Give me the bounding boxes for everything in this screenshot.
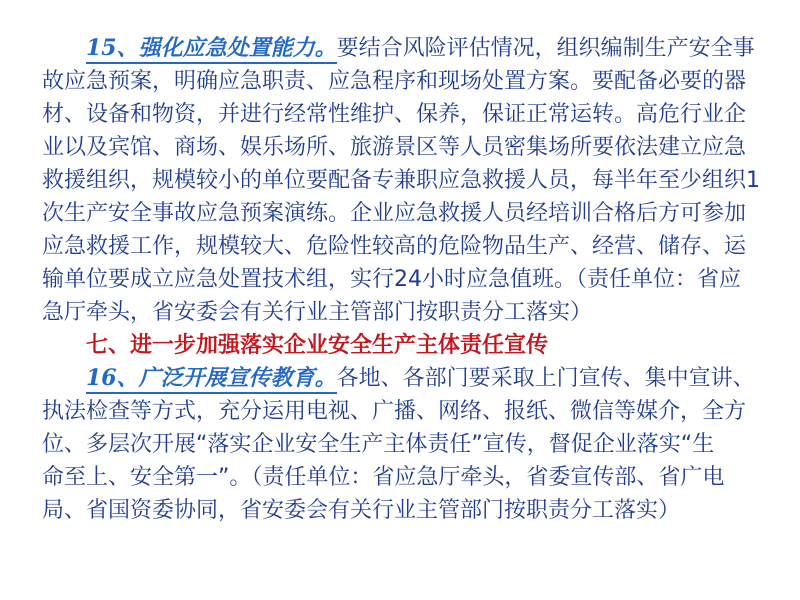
- item-16-first-line: [42, 362, 764, 395]
- item-15-text-line: 故应急预案，明确应急职责、应急程序和现场处置方案。要配备必要的器: [42, 69, 747, 94]
- item-15-text-line: 救援组织，规模较小的单位要配备专兼职应急救援人员，每半年至少组织1: [42, 168, 760, 193]
- item-15-first-line: [42, 32, 764, 65]
- item-15-text-line: 应急救援工作，规模较大、危险性较高的危险物品生产、经营、储存、运: [42, 234, 747, 259]
- item-15-text-line: 输单位要成立应急处置技术组，实行24小时应急值班。（责任单位：省应: [42, 267, 741, 292]
- item-15-text-line: 材、设备和物资，并进行经常性维护、保养，保证正常运转。高危行业企: [42, 102, 747, 127]
- item-16-lead-title: 16、广泛开展宣传教育。: [86, 365, 337, 394]
- item-15-text-line: 急厅牵头，省安委会有关行业主管部门按职责分工落实）: [42, 300, 593, 325]
- document-body: [42, 32, 764, 527]
- section-7-heading: 七、进一步加强落实企业安全生产主体责任宣传: [86, 333, 549, 358]
- item-15-text-line: 要结合风险评估情况，组织编制生产安全事: [336, 36, 755, 61]
- item-15-lead-title: 15、强化应急处置能力。: [86, 35, 337, 64]
- item-16-text-line: 执法检查等方式，充分运用电视、广播、网络、报纸、微信等媒介，全方: [42, 399, 747, 424]
- item-15-text-line: 次生产安全事故应急预案演练。企业应急救援人员经培训合格后方可参加: [42, 201, 747, 226]
- item-16-text-line: 各地、各部门要采取上门宣传、集中宣讲、: [336, 366, 755, 391]
- item-16-text-line: 位、多层次开展“落实企业安全生产主体责任”宣传，督促企业落实“生: [42, 432, 715, 457]
- item-16-text-line: 命至上、安全第一”。（责任单位：省应急厅牵头，省委宣传部、省广电: [42, 465, 725, 490]
- item-15-text-line: 业以及宾馆、商场、娱乐场所、旅游景区等人员密集场所要依法建立应急: [42, 135, 747, 160]
- item-16-text-line: 局、省国资委协同，省安委会有关行业主管部门按职责分工落实）: [42, 498, 681, 523]
